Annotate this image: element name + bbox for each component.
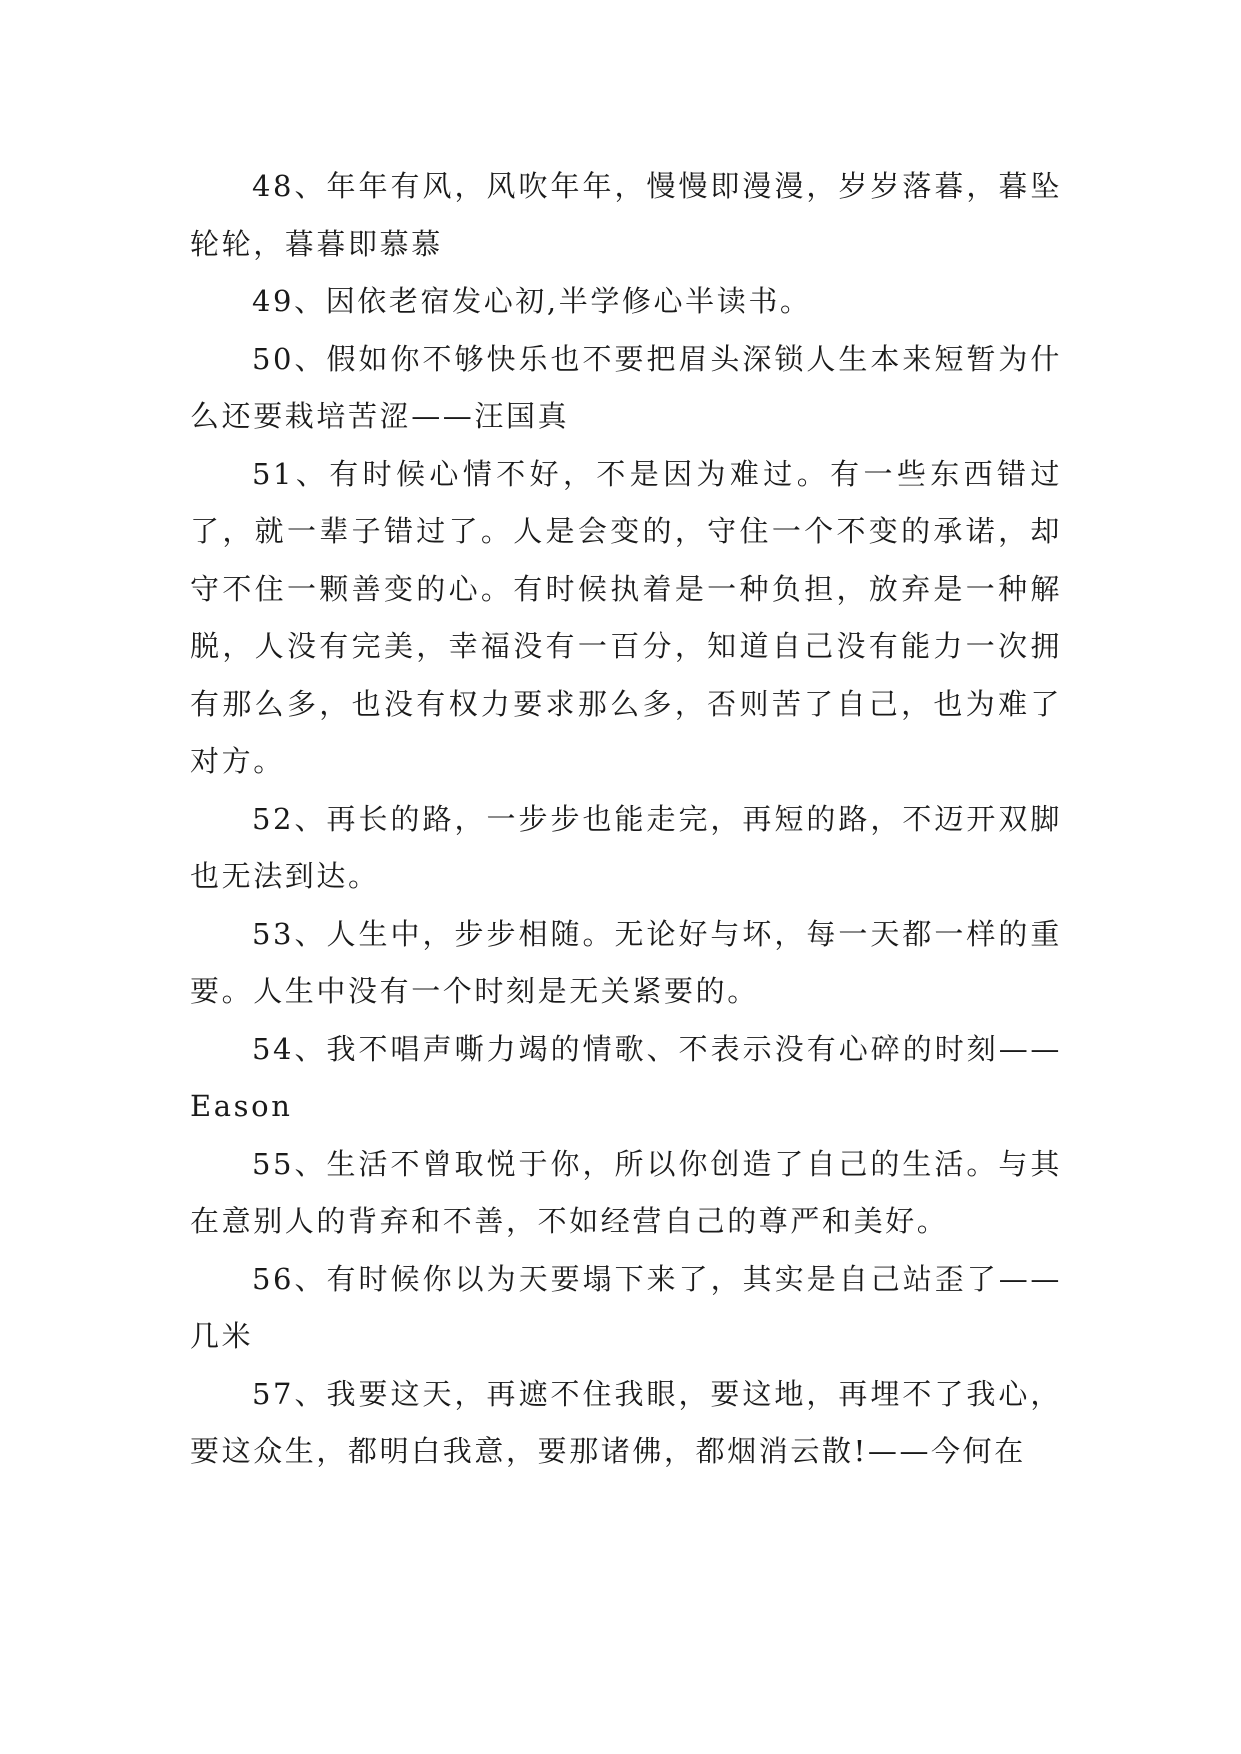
paragraph-55: 55、生活不曾取悦于你，所以你创造了自己的生活。与其在意别人的背弃和不善，不如经营自己的尊严和美好。: [190, 1146, 1062, 1238]
paragraph-49: 49、因依老宿发心初,半学修心半读书。: [252, 284, 812, 318]
paragraph-57: 57、我要这天，再遮不住我眼，要这地，再埋不了我心，要这众生，都明白我意，要那诸佛，都烟消云散!——今何在: [190, 1376, 1062, 1468]
paragraph-56: 56、有时候你以为天要塌下来了，其实是自己站歪了——几米: [190, 1261, 1062, 1353]
paragraph-53: 53、人生中，步步相随。无论好与坏，每一天都一样的重要。人生中没有一个时刻是无关紧要的。: [190, 916, 1062, 1008]
document-page: [190, 158, 1062, 1481]
paragraph-51: 51、有时候心情不好，不是因为难过。有一些东西错过了，就一辈子错过了。人是会变的，守住一个不变的承诺，却守不住一颗善变的心。有时候执着是一种负担，放弃是一种解脱，人没有完美，幸福没有一百分，知道自己没有能力一次拥有那么多，也没有权力要求那么多，否则苦了自己，也为难了对方。: [190, 456, 1062, 778]
paragraph-50: 50、假如你不够快乐也不要把眉头深锁人生本来短暂为什么还要栽培苦涩——汪国真: [190, 341, 1062, 433]
paragraph-54: 54、我不唱声嘶力竭的情歌、不表示没有心碎的时刻——Eason: [190, 1031, 1062, 1123]
paragraph-48: 48、年年有风，风吹年年，慢慢即漫漫，岁岁落暮，暮坠轮轮，暮暮即慕慕: [190, 169, 1062, 261]
paragraph-52: 52、再长的路，一步步也能走完，再短的路，不迈开双脚也无法到达。: [190, 801, 1062, 893]
